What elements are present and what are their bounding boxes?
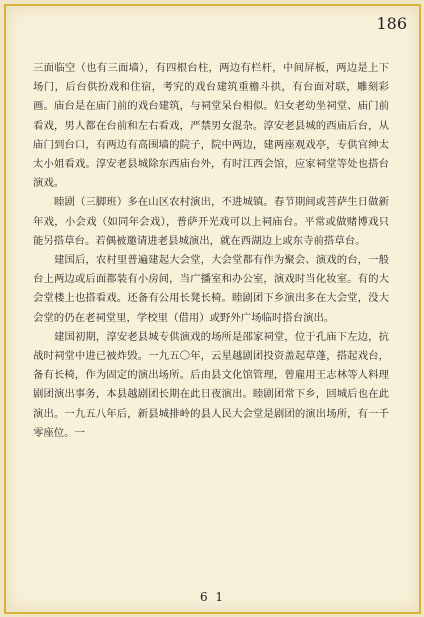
paragraph-4: 建国初期，淳安老县城专供演戏的场所是邵家祠堂，位于孔庙下左边，抗战时祠堂中进已被炸毁。一九五〇年，云星越剧团投资盖起草蓬，搭起戏台，备有长椅，作为固定的演出场所。后由县文化馆管理，曾雇用王志林等人料理剧团演出事务，本县越剧团长期在此日夜演出。睦剧团常下乡，回城后也在此演出。一九五八年后，新县城排岭的县人民大会堂是剧团的演出场所，有一千零座位。一 — [33, 330, 389, 439]
paragraph-3: 建国后，农村里普遍建起大会堂，大会堂都有作为聚会、演戏的台，一般台上两边或后面都装有小房间，当广播室和办公室，演戏时当化妆室。有的大会堂楼上也搭看戏。还备有公用长凳长椅。睦剧团下乡演出多在大会堂，没大会堂的仍在老祠堂里，学校里（借用）或野外广场临时搭台演出。 — [33, 254, 389, 324]
corner-page-number: 186 — [376, 14, 407, 33]
body-text — [33, 59, 389, 443]
paragraph-2: 睦剧（三脚班）多在山区农村演出，不进城镇。春节期间或菩萨生日做新年戏，小会戏（如同年会戏），普萨开光戏可以上祠庙台。平常或做赌博戏只能另搭草台。若偶被邀请进老县城演出，就在西湖边上或东寺前搭草台。 — [33, 196, 389, 247]
footer-page-number: 6 1 — [199, 590, 226, 604]
paragraph-1: 三面临空（也有三面墙），有四根台柱，两边有栏杆，中间屏板，两边是上下场门，后台供扮戏和住宿，考究的戏台建筑重檐斗拱，有台面对联，雕刻彩画。庙台是在庙门前的戏台建筑，与祠堂呆台相似。妇女老幼坐祠堂、庙门前看戏，男人都在台前和左右看戏，严禁男女混杂。淳安老县城的西庙后台，从庙门到台口，有两边有高围墙的院子，院中两边，建两座观戏亭，专供官绅太太小姐看戏。淳安老县城除东西庙台外，有时江西会馆，应家祠堂等处也搭台演戏。 — [33, 62, 389, 190]
scanned-page — [4, 4, 421, 614]
